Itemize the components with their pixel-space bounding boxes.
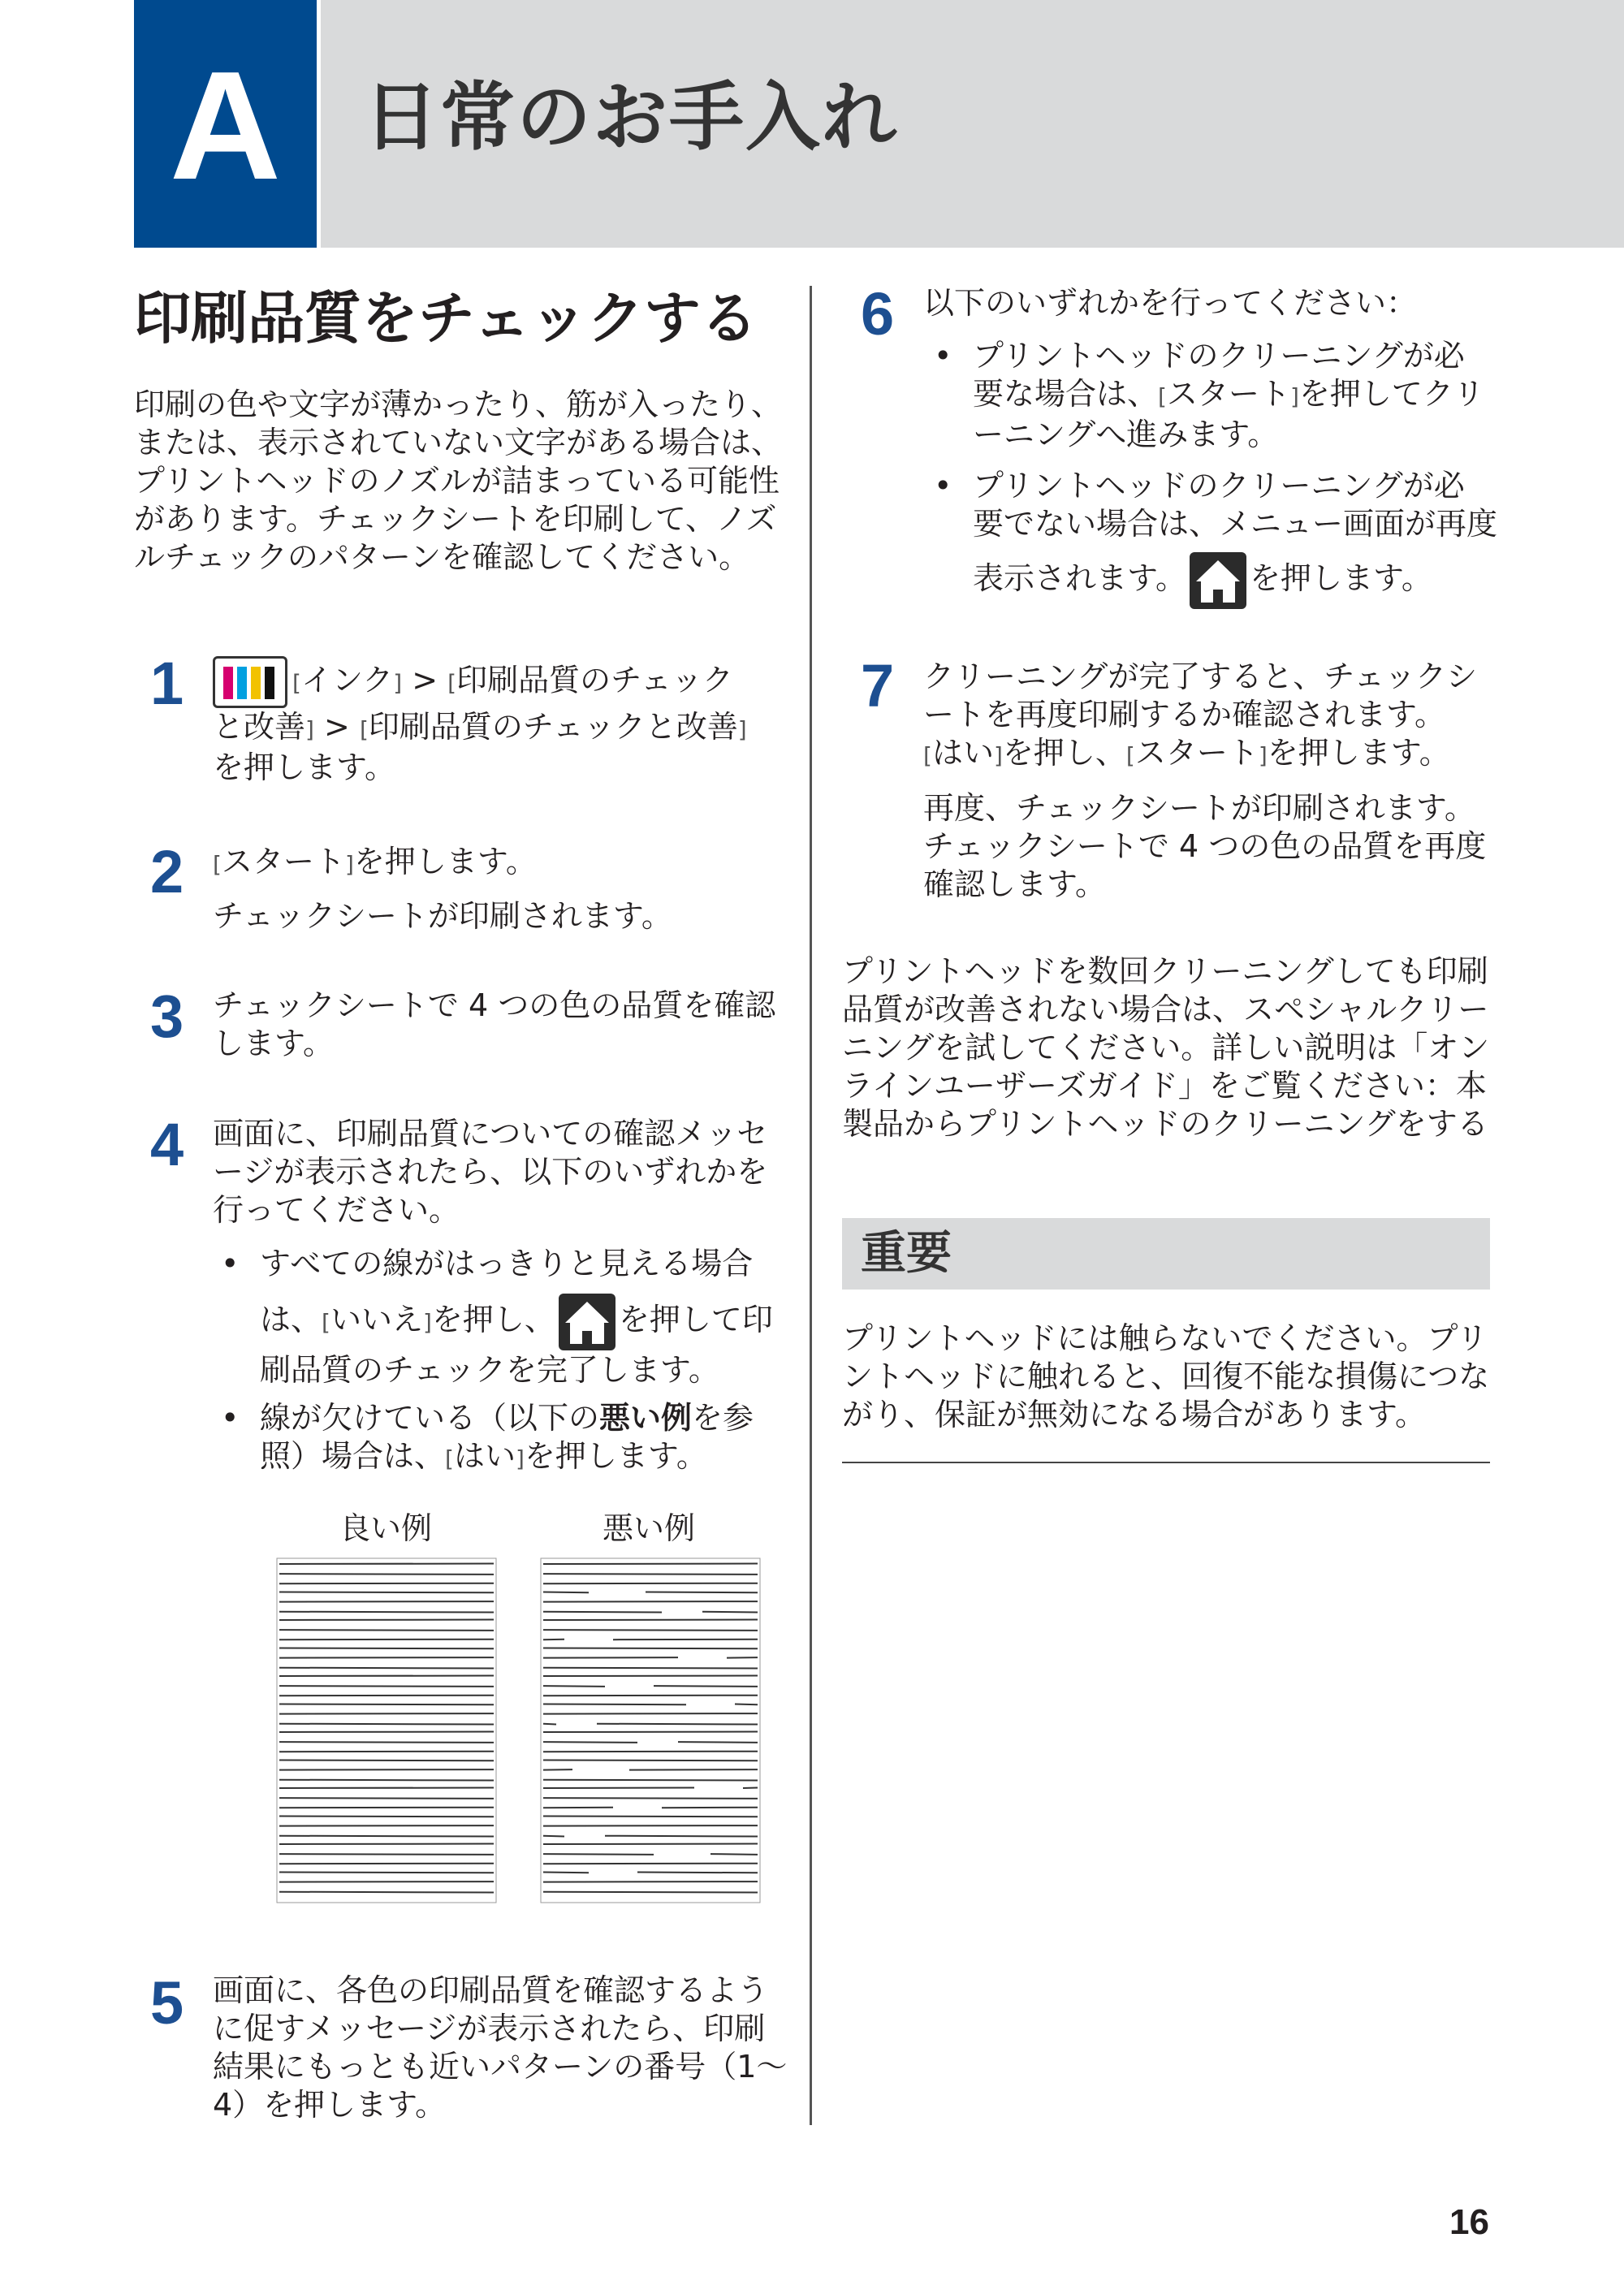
chapter-title: 日常のお手入れ <box>364 74 899 161</box>
nozzle-line <box>613 1639 758 1640</box>
nozzle-line <box>543 1732 758 1733</box>
page-number: 16 <box>1449 2202 1489 2242</box>
ink-cartridges-icon <box>213 656 287 708</box>
nozzle-line <box>279 1788 494 1789</box>
bullet-text: ーニングへ進みます。 <box>973 417 1279 452</box>
home-icon <box>1190 552 1246 609</box>
bullet-text: を押してクリ <box>1298 376 1484 412</box>
ui-start-label: スタート <box>1134 735 1259 771</box>
nozzle-line <box>279 1769 494 1770</box>
step-7-text: を押します。 <box>1267 735 1450 771</box>
step-number-7: 7 <box>861 652 895 719</box>
nozzle-line <box>279 1564 494 1565</box>
step-number-3: 3 <box>150 983 184 1050</box>
nozzle-line <box>279 1686 494 1687</box>
bad-example-pattern <box>540 1557 761 1903</box>
bullet-text: プリントヘッドのクリーニングが必 <box>973 338 1465 374</box>
nozzle-line <box>543 1780 758 1781</box>
nozzle-line <box>543 1881 758 1882</box>
nozzle-line <box>543 1713 758 1714</box>
nozzle-line <box>543 1564 758 1565</box>
nozzle-line <box>543 1788 694 1789</box>
step-number-6: 6 <box>861 280 895 348</box>
nozzle-line <box>279 1732 494 1733</box>
step-6: 以下のいずれかを行ってください： <box>923 285 1418 321</box>
ui-quality-check-label: 印刷品質のチェック <box>456 662 733 698</box>
bullet-text: 表示されます。 <box>973 560 1186 596</box>
nozzle-line <box>279 1676 494 1677</box>
nozzle-line <box>279 1780 494 1781</box>
nozzle-line <box>702 1612 758 1613</box>
bullet-text: は、 <box>260 1302 322 1337</box>
nozzle-line <box>543 1676 758 1677</box>
nozzle-line <box>543 1836 564 1837</box>
bullet-text: を押し、 <box>431 1302 555 1337</box>
ui-quality-check-improve-label: 印刷品質のチェックと改善 <box>368 709 738 745</box>
bullet-text: を押して印 <box>618 1302 773 1337</box>
nozzle-line <box>279 1844 494 1845</box>
ui-quality-check-label-cont: と改善 <box>213 709 306 745</box>
nozzle-line <box>543 1639 564 1640</box>
ui-start-label: スタート <box>1166 376 1290 412</box>
step-7: クリーニングが完了すると、チェックシ ートを再度印刷するか確認されます。 [はい]を押し、[スタート]を押します。 再度、チェックシートが印刷されます。チェックシートで 4 つの色の品質を再度確認します。 <box>923 658 1496 904</box>
nozzle-line <box>543 1612 662 1613</box>
bullet-dot: • <box>934 338 952 374</box>
bullet-text: 照）場合は、 <box>260 1438 446 1474</box>
nozzle-line <box>543 1742 637 1743</box>
step-1: [インク] > [印刷品質のチェック と改善] > [印刷品質のチェックと改善] を押します。 <box>213 656 789 787</box>
nozzle-line <box>629 1769 758 1770</box>
nozzle-line <box>543 1704 686 1705</box>
nozzle-line <box>279 1620 494 1621</box>
nozzle-line <box>646 1592 758 1593</box>
separator: > <box>402 662 448 698</box>
nozzle-line <box>279 1574 494 1575</box>
nozzle-line <box>279 1798 494 1799</box>
bullet-dot: • <box>221 1246 240 1281</box>
intro-paragraph: 印刷の色や文字が薄かったり、筋が入ったり、または、表示されていない文字がある場合は、プリントヘッドのノズルが詰まっている可能性があります。チェックシートを印刷して、ノズルチェックのパターンを確認してください。 <box>134 387 783 575</box>
nozzle-line <box>543 1630 758 1631</box>
nozzle-line <box>279 1742 494 1743</box>
step-2-result: チェックシートが印刷されます。 <box>213 898 672 934</box>
nozzle-line <box>279 1583 494 1584</box>
nozzle-line <box>279 1668 494 1669</box>
step-1-tail: を押します。 <box>213 750 395 785</box>
nozzle-line <box>543 1760 758 1761</box>
good-example-label: 良い例 <box>339 1510 433 1546</box>
bullet-text: プリントヘッドのクリーニングが必 <box>973 468 1465 503</box>
nozzle-line <box>279 1612 494 1613</box>
ui-start-label: スタート <box>221 844 345 879</box>
nozzle-line <box>279 1881 494 1882</box>
bullet-text: を押します。 <box>524 1438 707 1474</box>
nozzle-line <box>279 1592 494 1593</box>
important-text: プリントヘッドには触らないでください。プリントヘッドに触れると、回復不能な損傷につながり、保証が無効になる場合があります。 <box>842 1320 1490 1432</box>
column-divider <box>810 286 812 2125</box>
cleaning-tip: プリントヘッドを数回クリーニングしても印刷品質が改善されない場合は、スペシャルクリーニングを試してください。詳しい説明は「オンラインユーザーズガイド」をご覧ください：本製品からプリントヘッドのクリーニングをする <box>842 953 1490 1142</box>
nozzle-line <box>279 1713 494 1714</box>
nozzle-line <box>543 1601 758 1602</box>
step-5: 画面に、各色の印刷品質を確認するように促すメッセージが表示されたら、印刷結果にもっとも近いパターンの番号（1～4）を押します。 <box>213 1972 788 2123</box>
bullet-text: 線が欠けている（以下の <box>260 1400 600 1436</box>
nozzle-line <box>279 1657 494 1658</box>
bullet-text: 要な場合は、 <box>973 376 1159 412</box>
ui-ink-label: インク <box>300 662 394 698</box>
step-7-text: クリーニングが完了すると、チェックシ <box>923 659 1478 694</box>
nozzle-line <box>543 1844 758 1845</box>
nozzle-line <box>543 1583 758 1584</box>
step-2-tail: を押します。 <box>353 844 537 879</box>
important-title: 重要 <box>861 1227 952 1280</box>
nozzle-line <box>654 1686 758 1687</box>
step-number-5: 5 <box>150 1969 184 2037</box>
bullet-text: 刷品質のチェックを完了します。 <box>260 1352 719 1388</box>
nozzle-line <box>597 1724 758 1725</box>
nozzle-line <box>279 1630 494 1631</box>
nozzle-line <box>279 1639 494 1640</box>
nozzle-line <box>743 1788 758 1789</box>
nozzle-line <box>543 1724 556 1725</box>
nozzle-line <box>543 1620 758 1621</box>
good-example-pattern <box>276 1557 497 1903</box>
nozzle-line <box>543 1574 758 1575</box>
bad-example-ref: 悪い例 <box>599 1400 693 1436</box>
nozzle-line <box>543 1769 572 1770</box>
nozzle-line <box>543 1825 758 1826</box>
step-7-result: 再度、チェックシートが印刷されます。チェックシートで 4 つの色の品質を再度確認します。 <box>923 790 1487 902</box>
bullet-text: すべての線がはっきりと見える場合 <box>260 1246 754 1281</box>
ui-yes-label: はい <box>453 1438 516 1474</box>
chapter-letter: A <box>169 40 282 212</box>
bullet-dot: • <box>221 1400 240 1436</box>
nozzle-line <box>543 1854 654 1855</box>
nozzle-line <box>735 1704 758 1705</box>
ui-no-label: いいえ <box>330 1302 423 1337</box>
step-7-text: ートを再度印刷するか確認されます。 <box>923 697 1445 732</box>
nozzle-line <box>543 1798 758 1799</box>
nozzle-line <box>543 1592 589 1593</box>
nozzle-line <box>279 1854 494 1855</box>
nozzle-line <box>543 1686 605 1687</box>
nozzle-line <box>279 1648 494 1649</box>
bad-example-label: 悪い例 <box>603 1510 696 1546</box>
nozzle-line <box>279 1825 494 1826</box>
nozzle-line <box>605 1836 758 1837</box>
nozzle-line <box>279 1760 494 1761</box>
bullet-text: 要でない場合は、メニュー画面が再度 <box>973 506 1498 542</box>
nozzle-line <box>279 1724 494 1725</box>
nozzle-line <box>727 1657 758 1658</box>
nozzle-line <box>279 1704 494 1705</box>
step-4: 画面に、印刷品質についての確認メッセージが表示されたら、以下のいずれかを行ってください。 <box>213 1116 768 1228</box>
separator: > <box>313 709 360 745</box>
nozzle-line <box>543 1892 758 1893</box>
step-number-1: 1 <box>150 650 184 717</box>
home-icon <box>559 1294 615 1350</box>
nozzle-line <box>710 1854 758 1855</box>
nozzle-line <box>678 1742 758 1743</box>
nozzle-line <box>279 1836 494 1837</box>
nozzle-line <box>543 1657 678 1658</box>
nozzle-line <box>543 1648 758 1649</box>
step-7-text: を押し、 <box>1002 735 1126 771</box>
nozzle-line <box>543 1668 758 1669</box>
bullet-text: を参 <box>692 1400 754 1436</box>
bullet-text: を押します。 <box>1249 560 1432 596</box>
nozzle-line <box>279 1892 494 1893</box>
ui-yes-label: はい <box>931 735 994 771</box>
nozzle-line <box>279 1601 494 1602</box>
step-number-2: 2 <box>150 838 184 905</box>
bullet-dot: • <box>934 468 952 503</box>
step-2: [スタート]を押します。 チェックシートが印刷されます。 <box>213 843 789 935</box>
section-title: 印刷品質をチェックする <box>134 285 758 352</box>
step-number-4: 4 <box>150 1111 184 1178</box>
step-3: チェックシートで 4 つの色の品質を確認します。 <box>213 987 776 1061</box>
note-divider <box>842 1462 1490 1463</box>
